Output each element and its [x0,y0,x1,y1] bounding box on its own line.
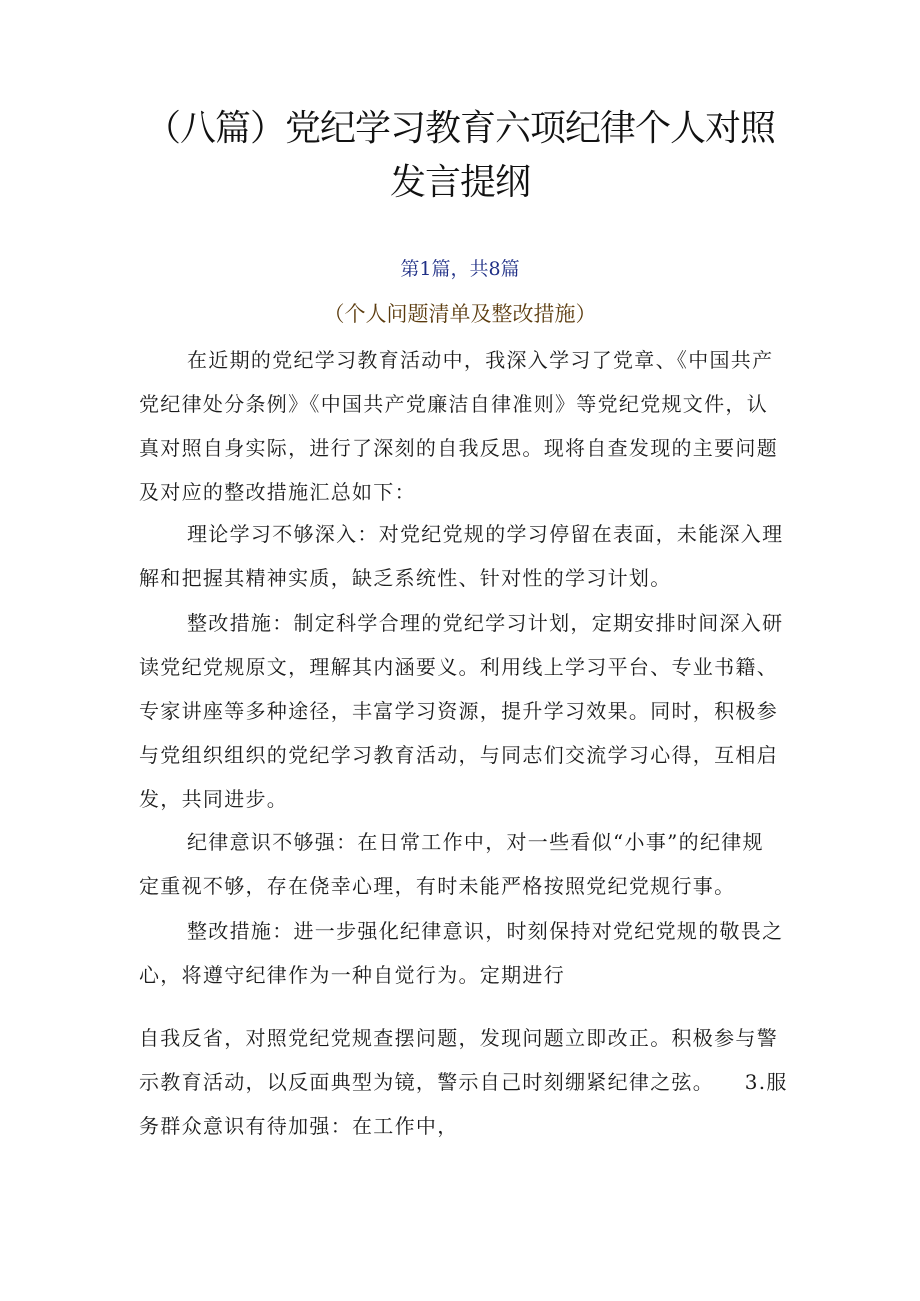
paragraph-line: 及对应的整改措施汇总如下： [139,480,416,504]
document-title [120,102,800,210]
paragraph-line: 务群众意识有待加强：在工作中， [139,1114,459,1138]
paragraph-line: 与党组织组织的党纪学习教育活动，与同志们交流学习心得，互相启 [139,743,778,767]
paragraph-line: 心，将遵守纪律作为一种自觉行为。定期进行 [139,963,565,987]
paragraph-intro [139,338,782,514]
paragraph-line: 发，共同进步。 [139,787,289,811]
paragraph-line: 在近期的党纪学习教育活动中，我深入学习了党章、《中国共产 [187,348,774,372]
paragraph-problem-theory [139,512,782,600]
paragraph-line: 纪律意识不够强：在日常工作中，对一些看似“小事”的纪律规 [187,830,764,854]
document-title-line-2: 发言提纲 [389,162,530,203]
paragraph-line: 定重视不够，存在侥幸心理，有时未能严格按照党纪党规行事。 [139,874,736,898]
paragraph-line: 整改措施：进一步强化纪律意识，时刻保持对党纪党规的敬畏之 [187,919,784,943]
document-title-line-1: （八篇）党纪学习教育六项纪律个人对照 [144,108,775,149]
paragraph-line: 读党纪党规原文，理解其内涵要义。利用线上学习平台、专业书籍、 [139,655,778,679]
paragraph-line: 整改措施：制定科学合理的党纪学习计划，定期安排时间深入研 [187,611,784,635]
paragraph-line: 解和把握其精神实质，缺乏系统性、针对性的学习计划。 [139,566,672,590]
part-label: 第1篇，共8篇 [400,258,520,280]
paragraph-line: 专家讲座等多种途径，丰富学习资源，提升学习效果。同时，积极参 [139,699,778,723]
paragraph-line: 示教育活动，以反面典型为镜，警示自己时刻绷紧纪律之弦。 3.服 [139,1070,788,1094]
paragraph-measure-discipline [139,909,782,997]
paragraph-line: 理论学习不够深入：对党纪党规的学习停留在表面，未能深入理 [187,522,784,546]
paragraph-line: 自我反省，对照党纪党规查摆问题，发现问题立即改正。积极参与警 [139,1026,778,1050]
paragraph-continuation [139,1016,788,1148]
paragraph-line: 真对照自身实际，进行了深刻的自我反思。现将自查发现的主要问题 [139,436,778,460]
paragraph-line: 党纪律处分条例》《中国共产党廉洁自律准则》等党纪党规文件，认 [139,392,768,416]
paragraph-problem-discipline [139,820,782,908]
paragraph-measure-theory [139,601,782,821]
section-subtitle: （个人问题清单及整改措施） [323,302,597,326]
